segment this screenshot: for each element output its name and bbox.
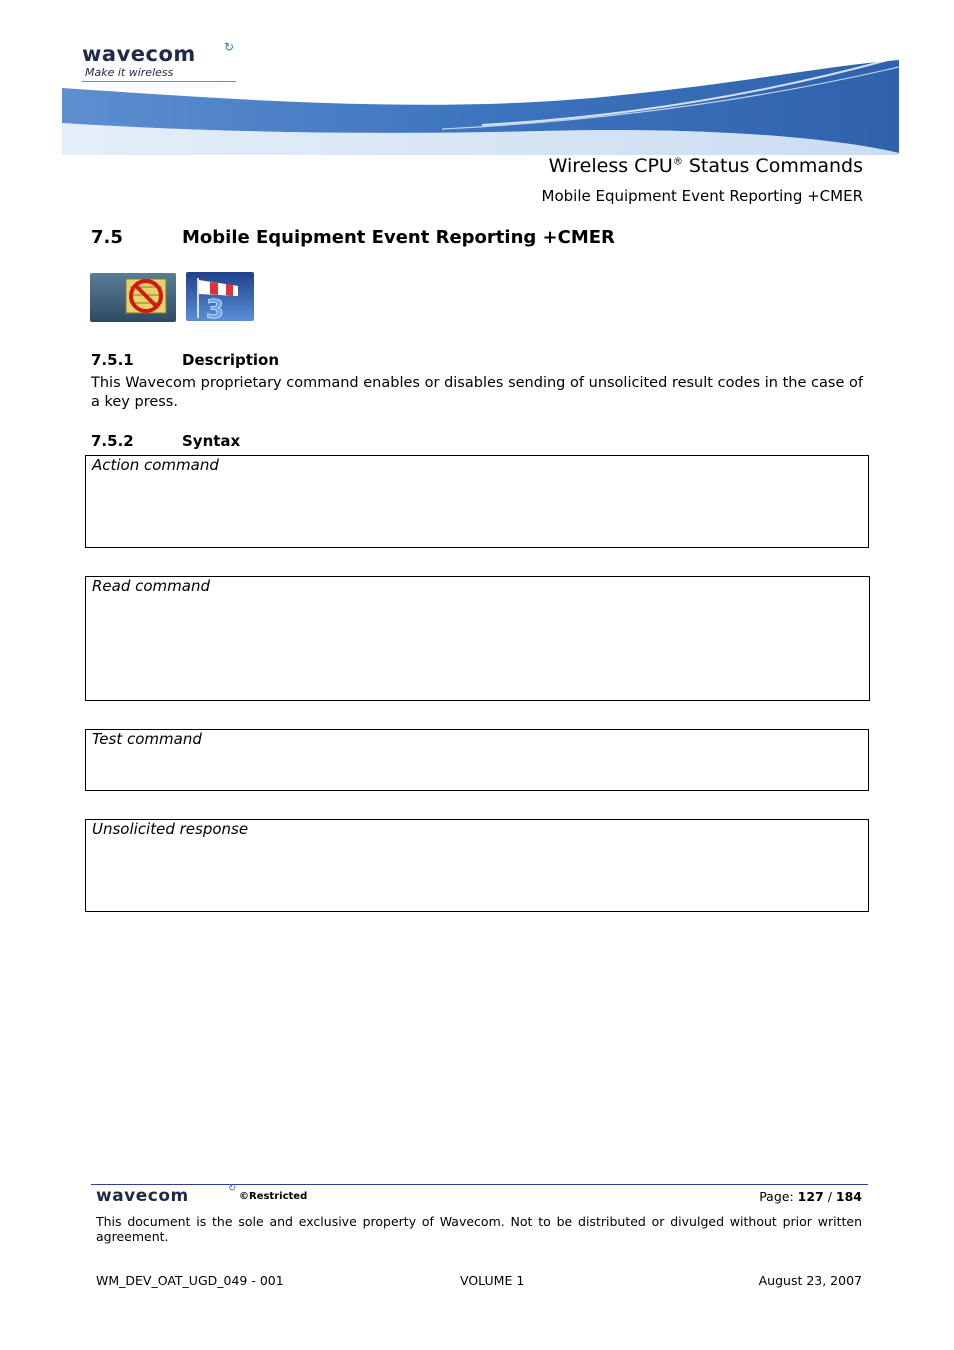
page-total: 184 [835, 1189, 862, 1204]
action-command-label: Action command [92, 456, 219, 474]
restricted-label: ©Restricted [239, 1191, 308, 1202]
action-command-box [85, 455, 869, 548]
logo-swirl-icon: ↻ [224, 40, 235, 54]
footer-logo-swirl-icon: ↻ [228, 1183, 237, 1194]
description-number: 7.5.1 [91, 351, 134, 369]
unsolicited-response-box [85, 819, 869, 912]
header-title [549, 155, 863, 177]
section-title: Mobile Equipment Event Reporting +CMER [182, 227, 615, 248]
pin-blocked-icon [90, 273, 176, 322]
description-text: This Wavecom proprietary command enables or disables sending of unsolicited result codes in the case of a key press. [91, 375, 863, 410]
section-number: 7.5 [91, 227, 123, 248]
registered-mark: ® [672, 156, 683, 168]
read-command-box [85, 576, 870, 701]
page-label: Page: [759, 1189, 798, 1204]
windsock-3-icon [186, 272, 254, 321]
section-heading [91, 227, 615, 248]
header-title-prefix: Wireless CPU [548, 155, 673, 177]
syntax-number: 7.5.2 [91, 432, 134, 450]
svg-text:3: 3 [206, 295, 225, 321]
test-command-box [85, 729, 869, 791]
syntax-title: Syntax [182, 432, 241, 450]
page-current: 127 [797, 1189, 824, 1204]
footer-logo-wordmark: wavecom [96, 1186, 189, 1206]
page-separator: / [823, 1189, 836, 1204]
logo-tagline: Make it wireless [85, 66, 174, 79]
confidentiality-notice: This document is the sole and exclusive property of Wavecom. Not to be distributed or divulged without prior written agreement. [96, 1214, 862, 1244]
header-title-suffix: Status Commands [682, 155, 863, 177]
read-command-label: Read command [92, 577, 211, 595]
header-wave-banner [62, 55, 899, 155]
test-command-label: Test command [92, 730, 202, 748]
syntax-heading [91, 432, 240, 450]
footer-logo [96, 1184, 326, 1210]
unsolicited-response-label: Unsolicited response [92, 820, 249, 838]
document-date: August 23, 2007 [758, 1273, 862, 1288]
logo-wordmark: wavecom [82, 42, 196, 66]
description-heading [91, 351, 279, 369]
header-subtitle: Mobile Equipment Event Reporting +CMER [541, 187, 863, 205]
document-reference: WM_DEV_OAT_UGD_049 - 001 [96, 1273, 284, 1288]
description-title: Description [182, 351, 280, 369]
volume-label: VOLUME 1 [460, 1273, 525, 1288]
page-number [759, 1189, 862, 1204]
